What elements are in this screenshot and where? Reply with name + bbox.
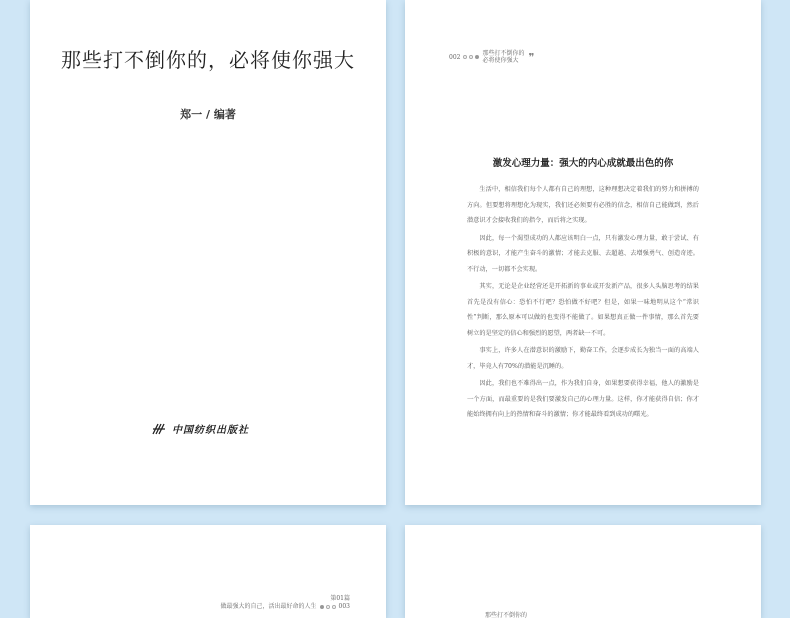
running-title-line1: 那些打不倒你的: [485, 612, 528, 618]
section-heading: 激发心理力量：强大的内心成就最出色的你: [492, 158, 674, 169]
paragraph: 因此，每一个渴望成功的人都应该明白一点，只有激发心理力量，敢于尝试、有积极的意识，才能产生奋斗的激情；才能去克服、去超越、去增强勇气、创造奇迹。不行动，一切都不会实现。: [467, 234, 699, 273]
content-page: [405, 0, 761, 505]
title-page: [30, 0, 386, 505]
chapter-label: 第01篇: [330, 595, 350, 602]
publisher-logo-icon: [152, 422, 166, 436]
decorative-dots-icon: [463, 55, 479, 59]
running-title: 做最强大的自己，活出最好命的人生: [220, 603, 317, 610]
body-text: [467, 182, 699, 425]
page-number: 002: [449, 53, 461, 61]
quote-mark-icon: ❞: [528, 50, 535, 64]
paragraph: 事实上，许多人在潜意识的激励下，勤奋工作，会逐步成长为独当一面的高端人才，毕竟人有70%的潜能是沉睡的。: [467, 347, 699, 370]
paragraph: 生活中，相信我们每个人都有自己的理想，这种理想决定着我们的努力和拼搏的方向。但要想将理想化为现实，我们还必须要有必胜的信念，相信自己能做到，然后潜意识才会接收我们的指令，而后将之实现。: [467, 186, 699, 224]
running-title-line1: 那些打不倒你的: [482, 50, 525, 57]
decorative-dots-icon: [320, 605, 336, 609]
page-number: 003: [338, 603, 350, 610]
publisher-imprint: [152, 421, 249, 436]
book-title: 那些打不倒你的，必将使你强大: [61, 48, 355, 72]
running-header: [221, 595, 350, 611]
paragraph: 其实，无论是企业经营还是开拓新的事业或开发新产品，很多人头脑思考的结果首先是没有信心：恐怕不行吧？恐怕做不好吧？但是，如果一味地明从这个“常识性”判断，那么原本可以做的也变得不能做了。如果想真正做一件事情，那么首先要树立的是坚定的信心和强烈的愿望，两者缺一不可。: [467, 283, 699, 337]
running-title-line2: 必将使你强大: [482, 57, 519, 64]
publisher-name: 中国纺织出版社: [172, 425, 249, 436]
content-page-partial: [30, 525, 386, 618]
running-header: [449, 50, 534, 64]
content-page-partial: [405, 525, 761, 618]
book-author: 郑一 / 编著: [180, 108, 236, 121]
running-header: [485, 610, 527, 618]
paragraph: 因此，我们也不难得出一点，作为我们自身，如果想要获得幸福，他人的激励是一个方面，而最重要的是我们要激发自己的心理力量。这样，你才能获得自信；你才能始终拥有向上的热情和奋斗的激情；你才能最终看到成功的曙光。: [467, 380, 699, 418]
running-title: [482, 50, 524, 64]
